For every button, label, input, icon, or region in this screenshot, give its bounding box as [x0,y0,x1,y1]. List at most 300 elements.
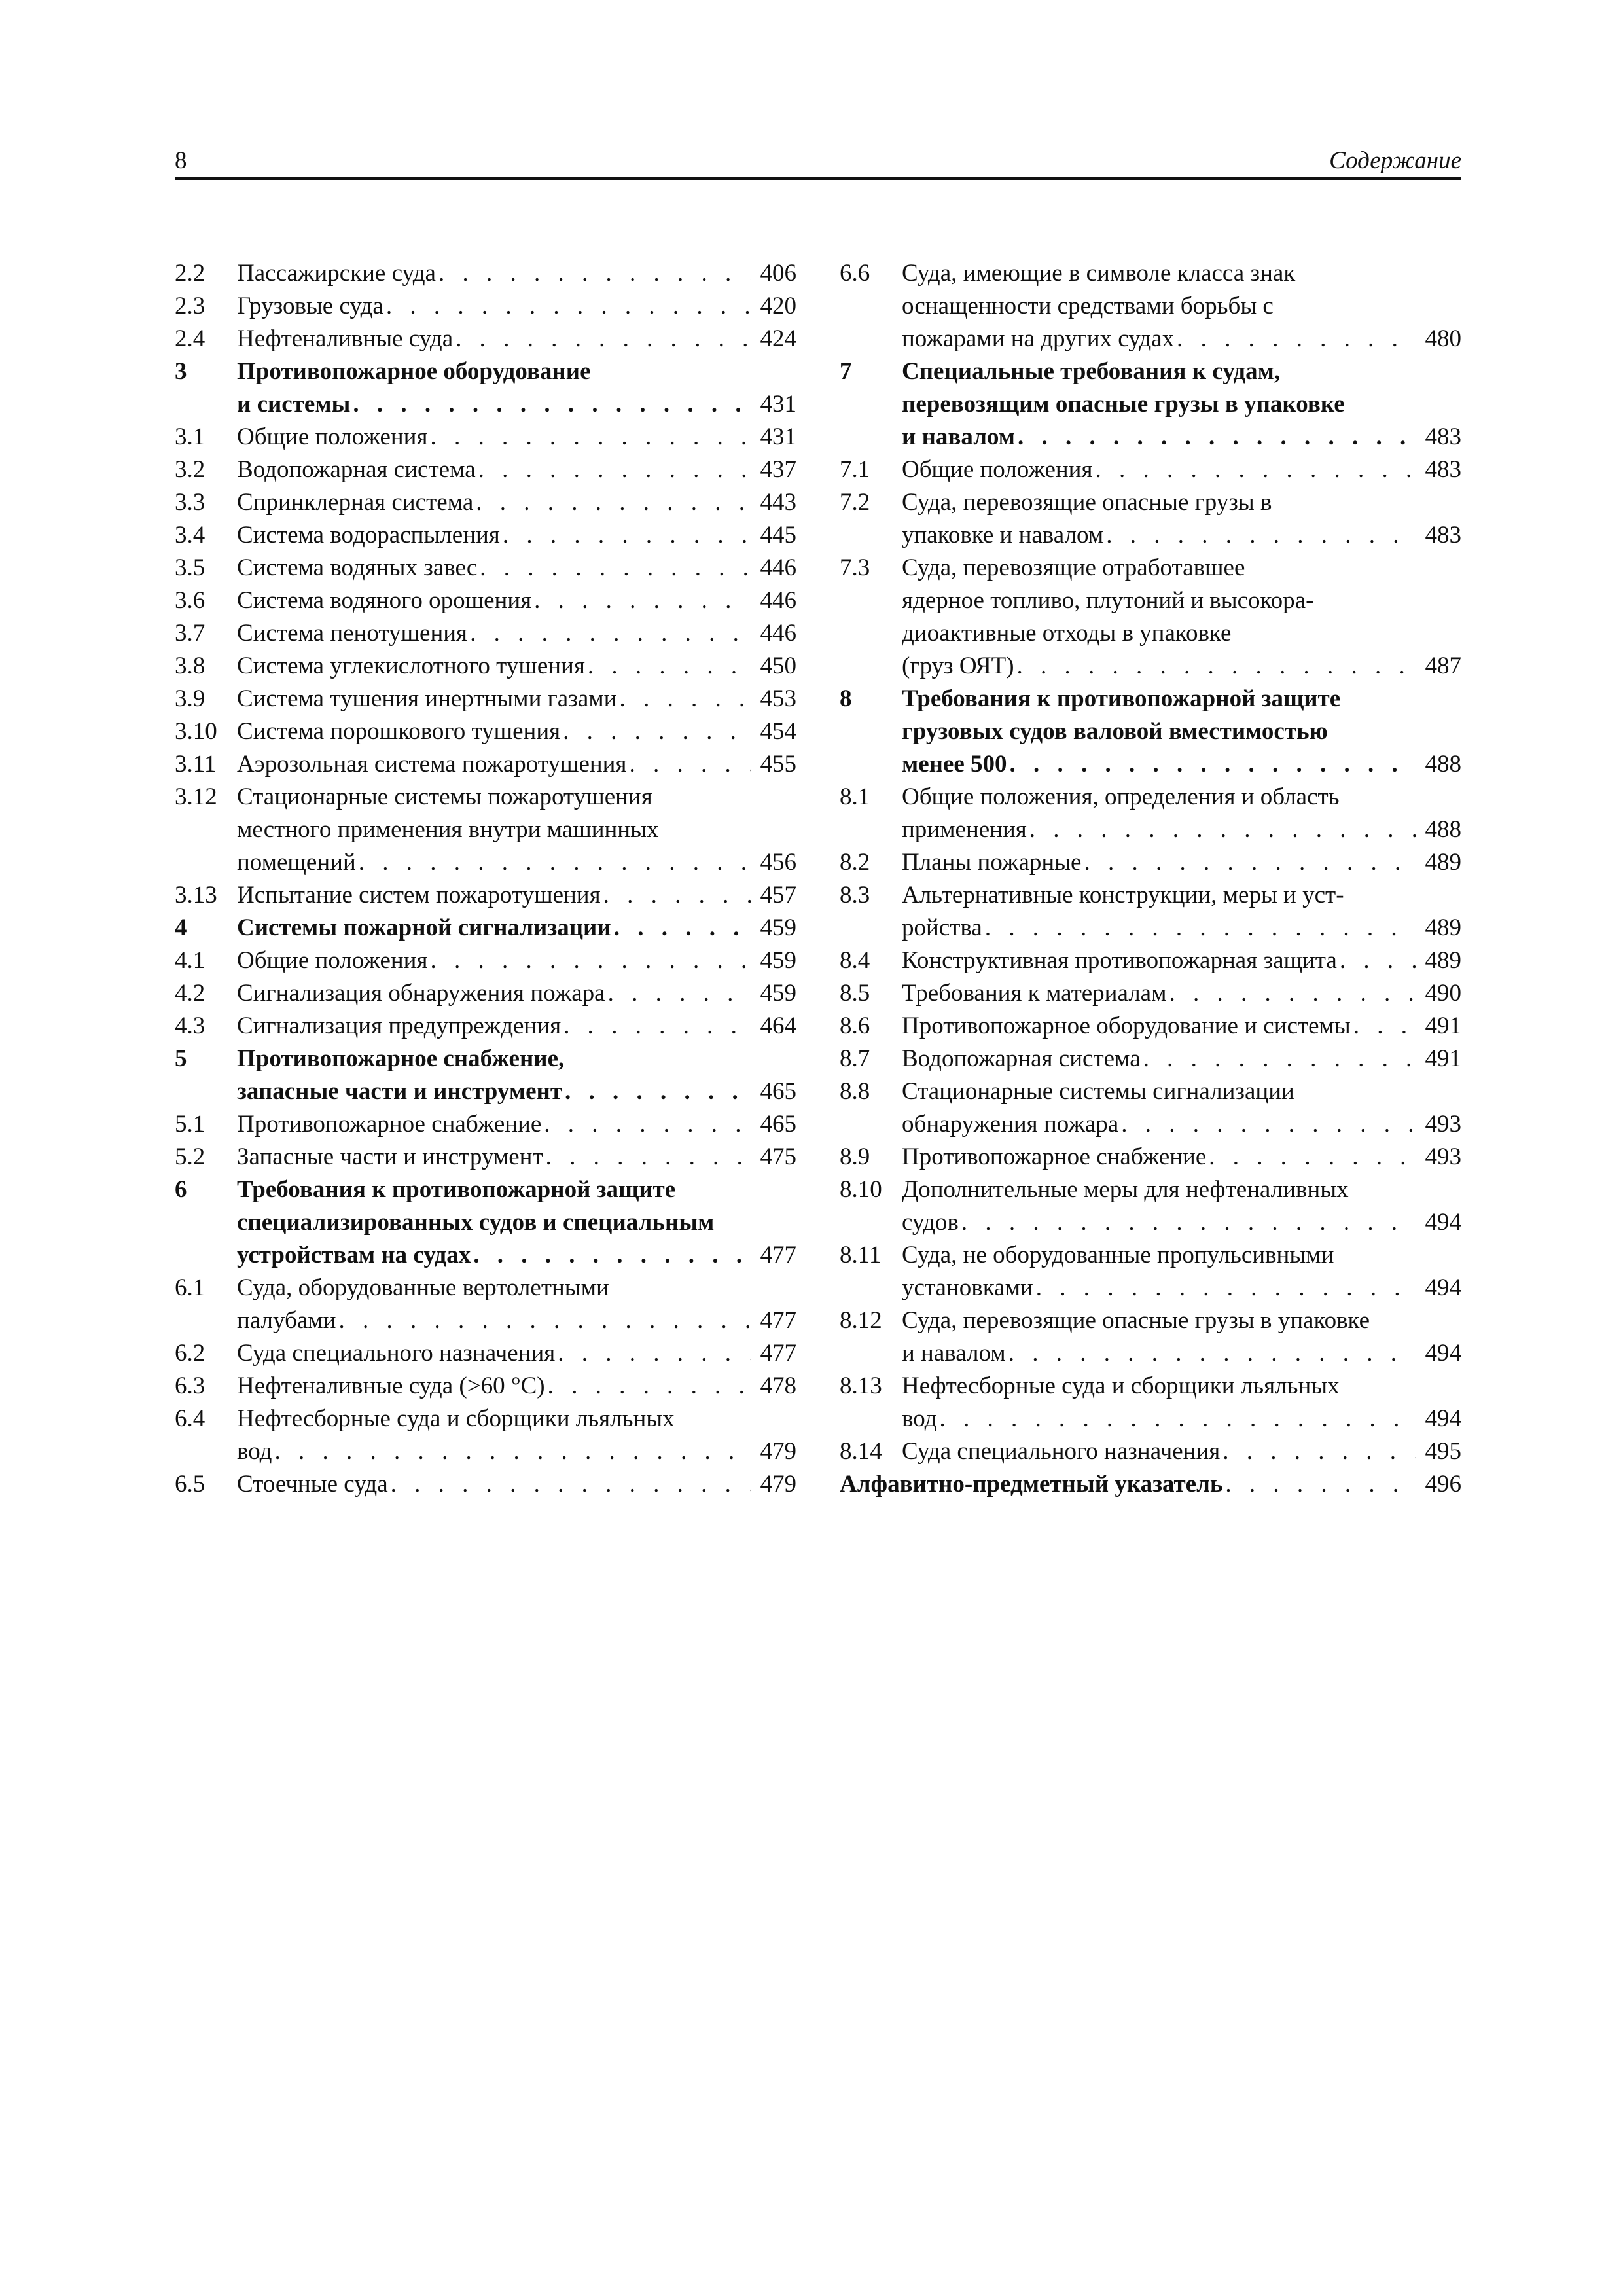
running-header [175,145,1461,177]
toc-page-number: 494 [1425,1274,1461,1301]
toc-entry-title [902,1435,1461,1468]
dot-leader [1206,1141,1416,1174]
toc-entry-title [237,1337,796,1370]
toc-entry-title-line: и системы [237,391,351,418]
toc-entry-title-line: перевозящим опасные грузы в упаковке [902,391,1345,418]
toc-page-number: 406 [760,260,796,287]
toc-entry-title [237,650,796,683]
toc-page-number: 453 [760,685,796,712]
dot-leader [1141,1043,1416,1075]
toc-entry-last-line [237,650,796,683]
toc-right-column [840,257,1461,1501]
dot-leader [1220,1435,1416,1468]
toc-entry-title [237,977,796,1010]
toc-entry[interactable] [840,683,1461,781]
toc-entry-title-line: Запасные части и инструмент [237,1143,543,1170]
toc-entry-last-line [902,814,1461,846]
toc-entry-number: 2.2 [175,260,205,287]
toc-entry-title-line: Сигнализация обнаружения пожара [237,980,605,1007]
toc-entry-title-line: Суда, не оборудованные пропульсивными [902,1242,1334,1268]
dot-leader [453,323,751,355]
dot-leader [1015,421,1416,454]
toc-entry[interactable] [840,1174,1461,1239]
toc-entry-title [237,1010,796,1043]
toc-entry[interactable] [175,1108,796,1141]
page-number: 8 [175,147,187,174]
toc-entry[interactable] [840,879,1461,944]
toc-entry-number: 6 [175,1176,187,1203]
toc-entry-title-line: установками [902,1274,1033,1301]
toc-entry-title [902,1043,1461,1075]
toc-entry-title [237,1272,796,1337]
dot-leader [982,912,1416,944]
dot-leader [562,1075,751,1108]
toc-entry-title-line: Специальные требования к судам, [902,358,1281,385]
toc-entry-title-line: Нефтесборные суда и сборщики льяльных [902,1372,1340,1399]
toc-entry-number: 6.5 [175,1471,205,1498]
toc-entry-title-line: Системы пожарной сигнализации [237,914,611,941]
toc-entry-title-line: обнаружения пожара [902,1111,1119,1138]
toc-entry-last-line [237,421,796,454]
toc-page-number: 494 [1425,1209,1461,1236]
toc-page-number: 459 [760,914,796,941]
toc-entry-title-line: применения [902,816,1027,843]
toc-entry-title-line: палубами [237,1307,336,1334]
toc-entry-title-line: менее 500 [902,751,1007,778]
toc-entry-last-line [237,846,796,879]
toc-entry-number: 8.10 [840,1176,882,1203]
toc-entry-last-line [237,617,796,650]
toc-entry-title [902,781,1461,846]
toc-entry-number: 8.4 [840,947,870,974]
toc-entry[interactable] [175,1337,796,1370]
toc-entry-number: 3.7 [175,620,205,647]
toc-page-number: 459 [760,980,796,1007]
toc-entry-title-line: упаковке и навалом [902,522,1104,548]
toc-entry-title-line: местного применения внутри машинных [237,816,659,843]
toc-entry-number: 3.10 [175,718,217,745]
toc-entry-title-line: Система тушения инертными газами [237,685,617,712]
toc-entry[interactable] [840,1043,1461,1075]
toc-page-number: 437 [760,456,796,483]
toc-page-number: 465 [760,1111,796,1138]
toc-entry-last-line [902,1108,1461,1141]
toc-entry[interactable] [840,454,1461,486]
toc-entry[interactable] [175,977,796,1010]
toc-entry[interactable] [175,1174,796,1272]
toc-entry[interactable] [840,846,1461,879]
toc-entry-number: 2.3 [175,293,205,319]
toc-entry-last-line [840,1468,1461,1501]
toc-entry-number: 3.9 [175,685,205,712]
toc-entry-title-line: устройствам на судах [237,1242,471,1268]
dot-leader [616,683,751,715]
toc-page-number: 446 [760,587,796,614]
toc-entry-title-line: Суда, оборудованные вертолетными [237,1274,609,1301]
dot-leader [473,486,751,519]
toc-page-number: 475 [760,1143,796,1170]
dot-leader [1222,1468,1416,1501]
toc-entry-number: 4.1 [175,947,205,974]
toc-entry-title [237,584,796,617]
dot-leader [476,454,751,486]
toc-entry-title-line: судов [902,1209,959,1236]
dot-leader [545,1370,751,1403]
toc-entry-title [237,486,796,519]
toc-entry[interactable] [175,584,796,617]
toc-entry[interactable] [840,781,1461,846]
toc-page-number: 496 [1425,1471,1461,1498]
toc-entry-number: 6.2 [175,1340,205,1367]
toc-entry-number: 5.1 [175,1111,205,1138]
toc-entry-last-line [237,257,796,290]
toc-entry[interactable] [175,879,796,912]
toc-entry-title-line: Суда, имеющие в символе класса знак [902,260,1296,287]
toc-entry-title-line: Суда, перевозящие опасные грузы в [902,489,1272,516]
toc-entry-title-line: помещений [237,849,356,876]
toc-entry-last-line [237,1141,796,1174]
header-rule [175,177,1461,180]
toc-entry-last-line [902,1435,1461,1468]
toc-entry-title [237,257,796,290]
toc-entry-last-line [237,944,796,977]
toc-entry[interactable] [175,290,796,323]
toc-page-number: 445 [760,522,796,548]
toc-entry[interactable] [175,454,796,486]
toc-entry-title-line: Водопожарная система [902,1045,1141,1072]
toc-entry[interactable] [175,1010,796,1043]
toc-entry[interactable] [175,715,796,748]
dot-leader [531,584,751,617]
toc-entry[interactable] [175,650,796,683]
toc-entry-title-line: Система пенотушения [237,620,468,647]
dot-leader [1081,846,1416,879]
toc-entry-number: 3.2 [175,456,205,483]
toc-entry[interactable] [840,1010,1461,1043]
toc-entry-last-line [902,323,1461,355]
toc-entry-title-line: Стоечные суда [237,1471,388,1498]
toc-entry-title-line: Суда специального назначения [237,1340,556,1367]
toc-entry-number: 6.4 [175,1405,205,1432]
toc-entry-title-line: Грузовые суда [237,293,383,319]
toc-entry-number: 5.2 [175,1143,205,1170]
dot-leader [427,421,751,454]
toc-entry-last-line [237,552,796,584]
toc-entry-number: 3.5 [175,554,205,581]
toc-entry-title [902,1075,1461,1141]
toc-entry-number: 8.9 [840,1143,870,1170]
dot-leader [477,552,751,584]
toc-entry[interactable] [840,1239,1461,1304]
toc-entry[interactable] [175,323,796,355]
toc-entry-title-line: Спринклерная система [237,489,474,516]
toc-entry[interactable] [175,421,796,454]
toc-entry-last-line [902,1010,1461,1043]
toc-entry-title-line: Система водяных завес [237,554,478,581]
toc-entry-title-line: и навалом [902,423,1015,450]
toc-entry[interactable] [175,1370,796,1403]
toc-entry-title-line: оснащенности средствами борьбы с [902,293,1274,319]
toc-entry-title-line: Противопожарное оборудование и системы [902,1013,1351,1039]
toc-entry-title [237,1468,796,1501]
dot-leader [1118,1108,1416,1141]
toc-entry[interactable] [840,1370,1461,1435]
toc-entry-title [902,977,1461,1010]
toc-page-number: 424 [760,325,796,352]
toc-entry-title-line: и навалом [902,1340,1006,1367]
toc-entry-last-line [237,486,796,519]
toc-page-number: 478 [760,1372,796,1399]
toc-left-column [175,257,796,1501]
toc-entry-number: 3.1 [175,423,205,450]
toc-entry-last-line [237,1435,796,1468]
toc-entry-title-line: Требования к материалам [902,980,1167,1007]
toc-entry-last-line [237,879,796,912]
toc-entry-title [237,1043,796,1108]
toc-entry-number: 7 [840,358,852,385]
toc-entry-last-line [237,519,796,552]
toc-entry-last-line [237,748,796,781]
toc-entry[interactable] [175,683,796,715]
dot-leader [336,1304,751,1337]
toc-entry-title-line: Водопожарная система [237,456,476,483]
dot-leader [1167,977,1416,1010]
toc-page-number: 457 [760,882,796,908]
toc-entry-number: 8 [840,685,852,712]
toc-entry[interactable] [840,552,1461,683]
dot-leader [1092,454,1416,486]
toc-entry-title-line: запасные части и инструмент [237,1078,563,1105]
toc-entry-title-line: грузовых судов валовой вместимостью [902,718,1328,745]
toc-entry-number: 2.4 [175,325,205,352]
toc-entry[interactable] [175,355,796,421]
toc-entry-title [902,1239,1461,1304]
dot-leader [427,944,751,977]
toc-entry-title [237,683,796,715]
toc-entry-last-line [902,912,1461,944]
toc-page-number: 431 [760,391,796,418]
toc-entry-title [237,454,796,486]
toc-entry-title [237,1403,796,1468]
toc-entry[interactable] [840,944,1461,977]
toc-entry-number: 8.8 [840,1078,870,1105]
dot-leader [611,912,751,944]
toc-entry[interactable] [175,1141,796,1174]
dot-leader [1174,323,1416,355]
toc-entry-title [237,519,796,552]
toc-entry-title-line: Дополнительные меры для нефтеналивных [902,1176,1349,1203]
toc-entry-title [237,781,796,879]
toc-entry-title-line: Система порошкового тушения [237,718,561,745]
dot-leader [1006,1337,1416,1370]
toc-entry[interactable] [175,1272,796,1337]
toc-entry-number: 7.1 [840,456,870,483]
toc-entry-title [902,879,1461,944]
toc-entry-title-line: Требования к противопожарной защите [237,1176,676,1203]
toc-page-number: 493 [1425,1143,1461,1170]
toc-entry-title-line: Сигнализация предупреждения [237,1013,562,1039]
toc-entry-title-line: Пассажирские суда [237,260,436,287]
toc-entry-last-line [902,1272,1461,1304]
dot-leader [627,748,751,781]
toc-entry-title-line: Стационарные системы пожаротушения [237,783,652,810]
toc-entry-last-line [237,1239,796,1272]
toc-entry-title-line: Противопожарное оборудование [237,358,591,385]
toc-entry-last-line [237,1468,796,1501]
toc-entry-title-line: Система углекислотного тушения [237,653,585,679]
dot-leader [467,617,751,650]
toc-entry-title-line: Общие положения [237,947,428,974]
toc-entry-last-line [902,650,1461,683]
toc-entry-last-line [237,1010,796,1043]
toc-entry-title [902,683,1461,781]
toc-entry-title-line: Суда, перевозящие отработавшее [902,554,1245,581]
toc-entry-number: 6.6 [840,260,870,287]
toc-entry-last-line [902,454,1461,486]
running-title: Содержание [1329,147,1461,174]
dot-leader [272,1435,751,1468]
toc-entry[interactable] [175,1468,796,1501]
toc-entry[interactable] [175,1043,796,1108]
dot-leader [601,879,751,912]
toc-entry-last-line [237,1337,796,1370]
dot-leader [605,977,751,1010]
toc-page-number: 459 [760,947,796,974]
toc-entry-title [237,421,796,454]
toc-entry-title-line: Противопожарное снабжение [902,1143,1207,1170]
dot-leader [1103,519,1416,552]
toc-page-number: 464 [760,1013,796,1039]
toc-entry-title-line: Стационарные системы сигнализации [902,1078,1294,1105]
toc-entry-number: 8.6 [840,1013,870,1039]
toc-entry-number: 3.3 [175,489,205,516]
toc-entry-last-line [902,846,1461,879]
toc-entry-number: 6.3 [175,1372,205,1399]
toc-entry-title [237,912,796,944]
toc-entry[interactable] [175,781,796,879]
toc-entry[interactable] [840,1435,1461,1468]
toc-page-number: 483 [1425,522,1461,548]
toc-entry-title [902,1141,1461,1174]
toc-entry-title-line: Система водяного орошения [237,587,532,614]
toc-entry-number: 3.11 [175,751,217,778]
toc-entry-last-line [237,290,796,323]
toc-entry-title-line: Нефтесборные суда и сборщики льяльных [237,1405,675,1432]
toc-entry-title-line: Планы пожарные [902,849,1082,876]
dot-leader [383,290,751,323]
toc-entry-title-line: Конструктивная противопожарная защита [902,947,1337,974]
toc-entry-last-line [237,715,796,748]
toc-entry[interactable] [175,552,796,584]
toc-entry[interactable] [175,617,796,650]
toc-entry-title [902,454,1461,486]
toc-page-number: 456 [760,849,796,876]
toc-entry-last-line [237,323,796,355]
toc-entry[interactable] [840,1304,1461,1370]
toc-entry[interactable] [175,1403,796,1468]
toc-entry[interactable] [175,912,796,944]
toc-entry-title [902,1174,1461,1239]
toc-entry-title [237,552,796,584]
dot-leader [555,1337,751,1370]
toc-entry-last-line [237,1304,796,1337]
toc-entry-number: 3 [175,358,187,385]
toc-entry-title-line: Противопожарное снабжение, [237,1045,565,1072]
toc-page-number: 488 [1425,751,1461,778]
toc-entry-last-line [237,1108,796,1141]
toc-entry-number: 8.1 [840,783,870,810]
toc-entry[interactable] [175,519,796,552]
toc-entry-last-line [237,977,796,1010]
toc-entry[interactable] [840,257,1461,355]
toc-entry-title [902,257,1461,355]
toc-entry-title-line: Испытание систем пожаротушения [237,882,601,908]
toc-page-number: 450 [760,653,796,679]
dot-leader [1351,1010,1416,1043]
toc-page-number: 487 [1425,653,1461,679]
toc-entry-last-line [902,421,1461,454]
toc-page-number: 480 [1425,325,1461,352]
toc-entry[interactable] [840,1141,1461,1174]
toc-entry-title-line: специализированных судов и специальным [237,1209,715,1236]
toc-entry-last-line [237,1075,796,1108]
toc-entry-number: 3.8 [175,653,205,679]
toc-entry[interactable] [175,486,796,519]
toc-entry[interactable] [175,257,796,290]
toc-entry-title [902,1304,1461,1370]
toc-page-number: 495 [1425,1438,1461,1465]
toc-page-number: 483 [1425,423,1461,450]
toc-entry-number: 4.3 [175,1013,205,1039]
toc-entry-title [902,1010,1461,1043]
toc-entry-title-line: Общие положения, определения и область [902,783,1340,810]
index-entry-label: Алфавитно-предметный указатель [840,1471,1223,1498]
toc-entry-last-line [237,1370,796,1403]
toc-entry-title [902,486,1461,552]
dot-leader [543,1141,751,1174]
toc-entry-title-line: Суда специального назначения [902,1438,1221,1465]
toc-entry-title-line: вод [237,1438,272,1465]
toc-entry[interactable] [840,355,1461,454]
toc-entry-title [902,355,1461,454]
toc-page-number: 477 [760,1340,796,1367]
dot-leader [1007,748,1416,781]
toc-entry-number: 3.12 [175,783,217,810]
toc-entry-title [902,552,1461,683]
toc-page-number: 491 [1425,1013,1461,1039]
toc-page-number: 477 [760,1307,796,1334]
index-entry[interactable] [840,1468,1461,1501]
toc-entry-last-line [237,683,796,715]
toc-entry[interactable] [840,486,1461,552]
toc-page-number: 420 [760,293,796,319]
dot-leader [1033,1272,1416,1304]
toc-entry[interactable] [175,748,796,781]
toc-page-number: 493 [1425,1111,1461,1138]
toc-entry-title [237,879,796,912]
toc-entry-title-line: вод [902,1405,937,1432]
toc-page-number: 489 [1425,849,1461,876]
toc-entry[interactable] [840,1075,1461,1141]
toc-entry-number: 8.3 [840,882,870,908]
dot-leader [350,388,751,421]
toc-entry-title-line: ядерное топливо, плутоний и высокора- [902,587,1314,614]
toc-entry-last-line [902,1337,1461,1370]
toc-entry[interactable] [175,944,796,977]
toc-entry-title-line: диоактивные отходы в упаковке [902,620,1232,647]
toc-page-number: 477 [760,1242,796,1268]
toc-entry[interactable] [840,977,1461,1010]
